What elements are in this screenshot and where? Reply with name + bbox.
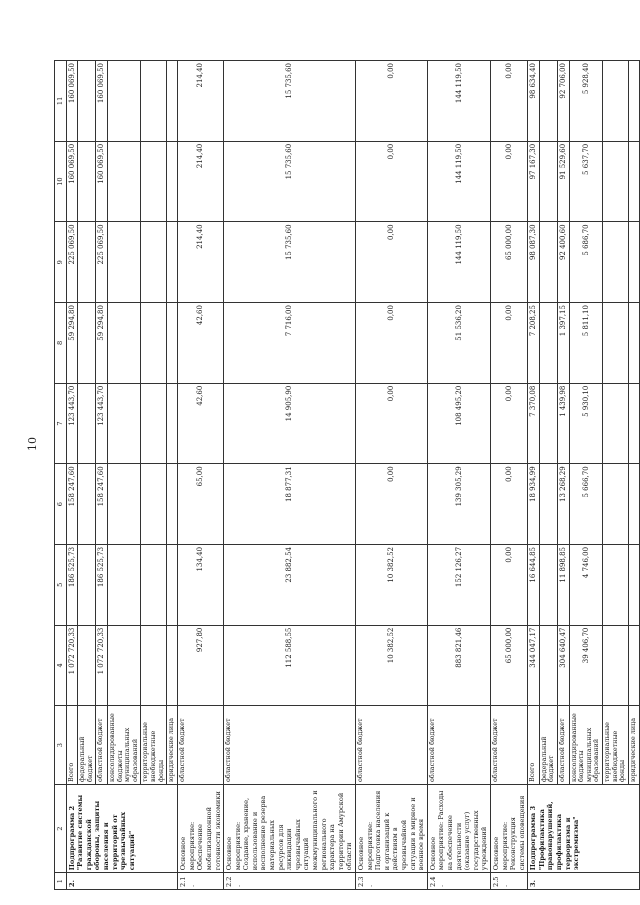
value-cell <box>628 464 639 545</box>
budget-table <box>54 60 640 890</box>
value-cell: 134,40 <box>178 544 224 625</box>
funding-source: юридические лица <box>628 706 639 785</box>
funding-source: областной бюджет <box>178 706 224 785</box>
value-cell: 59 294,80 <box>96 303 108 384</box>
value-cell: 0,00 <box>490 544 527 625</box>
value-cell <box>539 544 557 625</box>
value-cell <box>78 383 96 464</box>
value-cell: 65 000,00 <box>490 222 527 303</box>
row-number: 2.5. <box>490 873 527 890</box>
value-cell: 5 686,70 <box>569 222 602 303</box>
value-cell: 0,00 <box>490 303 527 384</box>
value-cell: 186 525,73 <box>96 544 108 625</box>
value-cell: 225 069,50 <box>66 222 78 303</box>
value-cell: 5 637,70 <box>569 141 602 222</box>
col-header: 7 <box>55 383 67 464</box>
row-name: Основное мероприятие: Обеспечение мобилизационной готовности экономики <box>178 785 224 873</box>
funding-source: областной бюджет <box>96 706 108 785</box>
value-cell <box>78 303 96 384</box>
value-cell: 42,60 <box>178 303 224 384</box>
value-cell: 92 706,00 <box>558 61 570 142</box>
col-header: 3 <box>55 706 67 785</box>
funding-source: Всего <box>528 706 540 785</box>
col-header: 11 <box>55 61 67 142</box>
value-cell: 7 370,08 <box>528 383 540 464</box>
value-cell: 5 928,40 <box>569 61 602 142</box>
value-cell: 10 382,52 <box>356 544 428 625</box>
value-cell: 10 382,52 <box>356 625 428 706</box>
col-header: 4 <box>55 625 67 706</box>
value-cell: 123 443,70 <box>96 383 108 464</box>
table-row <box>490 61 527 890</box>
value-cell: 152 126,27 <box>427 544 490 625</box>
row-name: Основное мероприятие: Реконструкция системы оповещения <box>490 785 527 873</box>
value-cell: 160 069,50 <box>96 141 108 222</box>
value-cell: 92 400,60 <box>558 222 570 303</box>
value-cell: 0,00 <box>490 141 527 222</box>
document-rotated <box>54 60 640 890</box>
value-cell: 4 746,00 <box>569 544 602 625</box>
table-row <box>558 61 570 890</box>
col-header: 10 <box>55 141 67 222</box>
value-cell <box>78 625 96 706</box>
table-row <box>569 61 602 890</box>
value-cell <box>107 464 140 545</box>
value-cell <box>603 222 629 303</box>
value-cell <box>539 222 557 303</box>
value-cell: 0,00 <box>356 222 428 303</box>
value-cell <box>78 222 96 303</box>
value-cell <box>141 303 167 384</box>
value-cell <box>141 383 167 464</box>
value-cell: 160 069,50 <box>66 141 78 222</box>
value-cell <box>107 625 140 706</box>
value-cell <box>141 222 167 303</box>
table-row <box>78 61 96 890</box>
value-cell: 0,00 <box>356 141 428 222</box>
funding-source: консолидированные бюджеты муниципальных образований <box>569 706 602 785</box>
value-cell: 51 536,20 <box>427 303 490 384</box>
value-cell <box>167 141 178 222</box>
value-cell: 139 305,29 <box>427 464 490 545</box>
value-cell: 5 666,70 <box>569 464 602 545</box>
value-cell: 0,00 <box>356 383 428 464</box>
header-row <box>55 61 67 890</box>
value-cell: 0,00 <box>356 464 428 545</box>
value-cell: 144 119,50 <box>427 222 490 303</box>
value-cell <box>167 303 178 384</box>
col-header: 9 <box>55 222 67 303</box>
value-cell: 15 735,60 <box>224 61 356 142</box>
table-row <box>178 61 224 890</box>
row-number: 2.2. <box>224 873 356 890</box>
row-name: Основное мероприятие: Подготовка населения и организаций к действиям в чрезвычайной ситуации в мирное и военное время <box>356 785 428 873</box>
value-cell <box>107 303 140 384</box>
value-cell <box>628 625 639 706</box>
value-cell: 158 247,60 <box>96 464 108 545</box>
value-cell <box>603 303 629 384</box>
value-cell: 39 406,70 <box>569 625 602 706</box>
value-cell: 65 000,00 <box>490 625 527 706</box>
funding-source: областной бюджет <box>356 706 428 785</box>
value-cell: 15 735,60 <box>224 141 356 222</box>
value-cell: 112 588,55 <box>224 625 356 706</box>
value-cell: 11 898,85 <box>558 544 570 625</box>
table-row <box>528 61 540 890</box>
value-cell: 0,00 <box>490 464 527 545</box>
value-cell: 97 167,30 <box>528 141 540 222</box>
value-cell <box>628 383 639 464</box>
funding-source: консолидированные бюджеты муниципальных образований <box>107 706 140 785</box>
row-name: Основное мероприятие: Создание, хранение, использование и восполнение резерва материальных ресурсов для ликвидации чрезвычайных ситуаций межмуниципального и регионального характера на территории Амурской области <box>224 785 356 873</box>
col-header: 6 <box>55 464 67 545</box>
value-cell: 18 934,99 <box>528 464 540 545</box>
value-cell: 91 529,60 <box>558 141 570 222</box>
value-cell: 15 735,60 <box>224 222 356 303</box>
value-cell <box>628 544 639 625</box>
value-cell <box>107 141 140 222</box>
value-cell <box>107 222 140 303</box>
funding-source: областной бюджет <box>224 706 356 785</box>
row-name: Основное мероприятие: Расходы на обеспечение деятельности (оказание услуг) государственных учреждений <box>427 785 490 873</box>
value-cell: 5 930,10 <box>569 383 602 464</box>
value-cell: 23 882,54 <box>224 544 356 625</box>
value-cell: 144 119,50 <box>427 61 490 142</box>
value-cell: 144 119,50 <box>427 141 490 222</box>
value-cell <box>141 61 167 142</box>
table-row <box>539 61 557 890</box>
value-cell <box>78 61 96 142</box>
value-cell <box>539 625 557 706</box>
funding-source: областной бюджет <box>490 706 527 785</box>
row-number: 2. <box>66 873 178 890</box>
table-row <box>224 61 356 890</box>
table-row <box>66 61 78 890</box>
value-cell: 13 268,29 <box>558 464 570 545</box>
value-cell <box>628 222 639 303</box>
value-cell: 5 811,10 <box>569 303 602 384</box>
value-cell <box>167 544 178 625</box>
value-cell <box>539 303 557 384</box>
value-cell: 98 087,30 <box>528 222 540 303</box>
table-row <box>603 61 629 890</box>
value-cell <box>78 141 96 222</box>
value-cell: 160 069,50 <box>96 61 108 142</box>
value-cell <box>141 141 167 222</box>
value-cell <box>107 544 140 625</box>
value-cell <box>167 222 178 303</box>
table-row <box>356 61 428 890</box>
value-cell: 225 069,50 <box>96 222 108 303</box>
funding-source: юридические лица <box>167 706 178 785</box>
value-cell <box>539 383 557 464</box>
value-cell <box>628 61 639 142</box>
funding-source: областной бюджет <box>558 706 570 785</box>
value-cell: 16 644,85 <box>528 544 540 625</box>
value-cell <box>603 141 629 222</box>
value-cell: 927,80 <box>178 625 224 706</box>
row-number: 2.1. <box>178 873 224 890</box>
value-cell <box>167 61 178 142</box>
value-cell: 42,60 <box>178 383 224 464</box>
value-cell: 59 294,80 <box>66 303 78 384</box>
value-cell <box>603 383 629 464</box>
value-cell <box>78 544 96 625</box>
funding-source: территориальные внебюджетные фонды <box>141 706 167 785</box>
value-cell: 214,40 <box>178 61 224 142</box>
value-cell <box>141 544 167 625</box>
value-cell: 123 443,70 <box>66 383 78 464</box>
value-cell: 186 525,73 <box>66 544 78 625</box>
value-cell: 14 905,90 <box>224 383 356 464</box>
page-number: 10 <box>26 437 39 451</box>
value-cell <box>603 61 629 142</box>
value-cell: 1 072 720,33 <box>96 625 108 706</box>
row-number: 3. <box>528 873 640 890</box>
table-row <box>427 61 490 890</box>
row-number: 2.3. <box>356 873 428 890</box>
value-cell: 7 716,00 <box>224 303 356 384</box>
value-cell <box>107 383 140 464</box>
funding-source: Всего <box>66 706 78 785</box>
value-cell: 1 439,98 <box>558 383 570 464</box>
funding-source: территориальные внебюджетные фонды <box>603 706 629 785</box>
value-cell: 65,00 <box>178 464 224 545</box>
value-cell: 158 247,60 <box>66 464 78 545</box>
value-cell <box>141 464 167 545</box>
value-cell: 98 634,40 <box>528 61 540 142</box>
value-cell <box>628 141 639 222</box>
value-cell <box>141 625 167 706</box>
col-header: 1 <box>55 873 67 890</box>
value-cell <box>603 625 629 706</box>
value-cell: 18 877,31 <box>224 464 356 545</box>
value-cell <box>78 464 96 545</box>
row-name: Подпрограмма 3 "Профилактика правонарушений, профилактика терроризма и экстремизма" <box>528 785 640 873</box>
value-cell <box>167 383 178 464</box>
value-cell <box>167 464 178 545</box>
funding-source: федеральный бюджет <box>539 706 557 785</box>
value-cell <box>603 464 629 545</box>
value-cell: 883 821,46 <box>427 625 490 706</box>
value-cell <box>539 464 557 545</box>
value-cell <box>539 61 557 142</box>
row-number: 2.4. <box>427 873 490 890</box>
value-cell: 214,40 <box>178 222 224 303</box>
value-cell: 0,00 <box>490 383 527 464</box>
value-cell: 7 208,25 <box>528 303 540 384</box>
table-row <box>107 61 140 890</box>
value-cell <box>628 303 639 384</box>
value-cell: 108 495,20 <box>427 383 490 464</box>
table-row <box>167 61 178 890</box>
col-header: 2 <box>55 785 67 873</box>
value-cell <box>107 61 140 142</box>
value-cell: 1 397,15 <box>558 303 570 384</box>
value-cell: 0,00 <box>356 61 428 142</box>
value-cell <box>167 625 178 706</box>
value-cell: 304 640,47 <box>558 625 570 706</box>
col-header: 5 <box>55 544 67 625</box>
col-header: 8 <box>55 303 67 384</box>
row-name: Подпрограмма 2 "Развитие системы гражданской обороны, защиты населения и территорий от чрезвычайных ситуаций" <box>66 785 178 873</box>
value-cell: 160 069,50 <box>66 61 78 142</box>
value-cell: 0,00 <box>490 61 527 142</box>
value-cell: 214,40 <box>178 141 224 222</box>
table-row <box>141 61 167 890</box>
funding-source: федеральный бюджет <box>78 706 96 785</box>
table-row <box>96 61 108 890</box>
value-cell <box>539 141 557 222</box>
value-cell: 344 047,17 <box>528 625 540 706</box>
table-row <box>628 61 639 890</box>
value-cell: 1 072 720,33 <box>66 625 78 706</box>
value-cell: 0,00 <box>356 303 428 384</box>
funding-source: областной бюджет <box>427 706 490 785</box>
value-cell <box>603 544 629 625</box>
